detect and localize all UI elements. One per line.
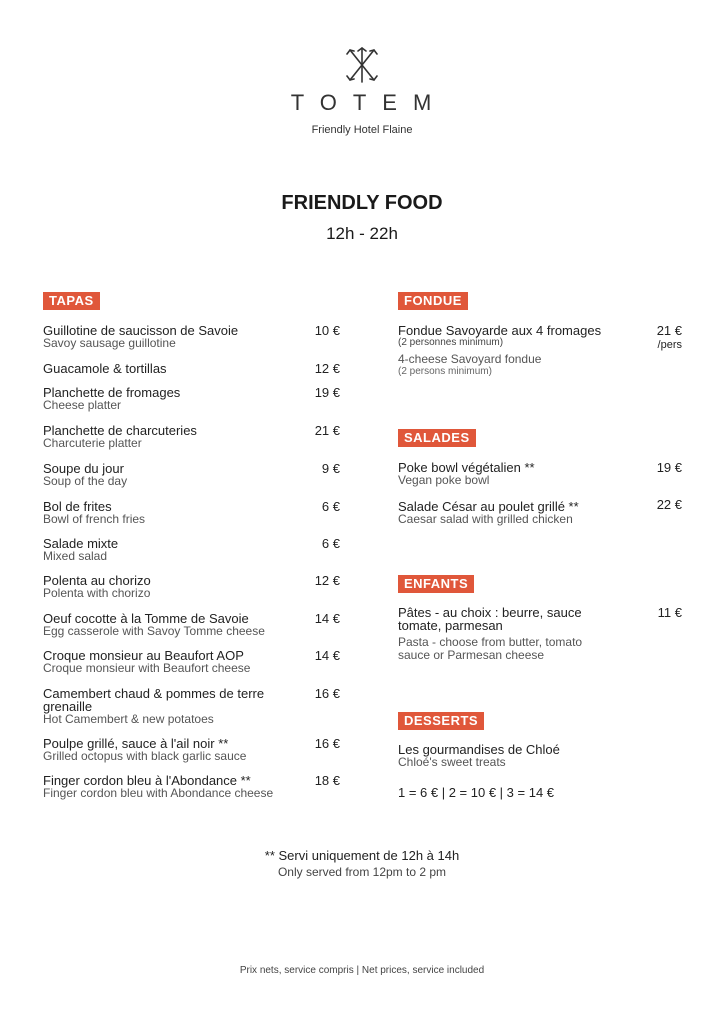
item-name-en: Cheese platter bbox=[43, 398, 122, 412]
menu-item bbox=[398, 500, 643, 526]
item-name-fr-line2: tomate, parmesan bbox=[398, 618, 503, 633]
menu-item bbox=[43, 324, 303, 350]
brand-name: TOTEM bbox=[290, 90, 448, 115]
item-price: 14 € bbox=[314, 611, 340, 626]
item-name-en: Vegan poke bowl bbox=[398, 473, 490, 487]
item-name-fr: Poulpe grillé, sauce à l'ail noir ** bbox=[43, 736, 229, 751]
item-name-fr: Poke bowl végétalien ** bbox=[398, 460, 535, 475]
item-price: 22 € bbox=[656, 497, 682, 512]
item-name-en-line1: Pasta - choose from butter, tomato bbox=[398, 635, 583, 649]
item-name-fr: Croque monsieur au Beaufort AOP bbox=[43, 648, 244, 663]
footer-fr: Prix nets, service compris bbox=[239, 965, 354, 976]
item-price: 19 € bbox=[314, 385, 340, 400]
menu-item bbox=[398, 461, 643, 487]
item-name-fr: Soupe du jour bbox=[43, 461, 124, 476]
menu-item bbox=[43, 424, 303, 450]
menu-item bbox=[43, 462, 303, 488]
item-price: 21 € bbox=[656, 323, 682, 338]
item-name-en: 4-cheese Savoyard fondue bbox=[398, 352, 542, 366]
item-name-fr: Guacamole & tortillas bbox=[43, 361, 167, 376]
item-name-fr: Guillotine de saucisson de Savoie bbox=[43, 323, 239, 338]
menu-hours: 12h - 22h bbox=[326, 224, 398, 243]
header bbox=[0, 46, 724, 136]
item-price: 12 € bbox=[314, 361, 340, 376]
item-name-en: Caesar salad with grilled chicken bbox=[398, 512, 573, 526]
item-price: 6 € bbox=[321, 499, 340, 514]
item-name-fr: Camembert chaud & pommes de terre grenaille bbox=[43, 686, 265, 714]
item-price: 14 € bbox=[314, 648, 340, 663]
item-name-en: Grilled octopus with black garlic sauce bbox=[43, 749, 247, 763]
menu-item bbox=[43, 362, 303, 375]
item-price: 6 € bbox=[321, 536, 340, 551]
item-name-en: Soup of the day bbox=[43, 474, 128, 488]
menu-item bbox=[43, 737, 303, 763]
section-label-salades: SALADES bbox=[398, 429, 476, 447]
item-name-en: Savoy sausage guillotine bbox=[43, 336, 176, 350]
item-name-en: Mixed salad bbox=[43, 549, 108, 563]
item-price: 9 € bbox=[321, 461, 340, 476]
footer-separator: | bbox=[356, 965, 360, 976]
section-label-fondue: FONDUE bbox=[398, 292, 468, 310]
item-name-fr: Polenta au chorizo bbox=[43, 573, 151, 588]
section-label-desserts: DESSERTS bbox=[398, 712, 484, 730]
item-price: 16 € bbox=[314, 736, 340, 751]
item-name-en: Finger cordon bleu with Abondance cheese bbox=[43, 786, 274, 800]
item-name-fr: Bol de frites bbox=[43, 499, 112, 514]
item-name-fr-line1: Pâtes - au choix : beurre, sauce bbox=[398, 605, 582, 620]
service-note-en: Only served from 12pm to 2 pm bbox=[277, 865, 447, 879]
item-name-en: Egg casserole with Savoy Tomme cheese bbox=[43, 624, 265, 638]
service-note-fr: ** Servi uniquement de 12h à 14h bbox=[264, 848, 460, 863]
item-name-fr: Salade mixte bbox=[43, 536, 119, 551]
item-price: 18 € bbox=[314, 773, 340, 788]
item-name-en: Croque monsieur with Beaufort cheese bbox=[43, 661, 251, 675]
brand-subtitle: Friendly Hotel Flaine bbox=[311, 124, 413, 136]
menu-item bbox=[43, 774, 303, 800]
item-name-en: Hot Camembert & new potatoes bbox=[43, 712, 214, 726]
item-price: 19 € bbox=[656, 460, 682, 475]
item-note-en: (2 persons minimum) bbox=[398, 366, 492, 377]
footer-en: Net prices, service included bbox=[361, 965, 485, 976]
item-name-en: Polenta with chorizo bbox=[43, 586, 151, 600]
footer bbox=[0, 965, 724, 976]
menu-item bbox=[43, 500, 303, 526]
item-name-en: Bowl of french fries bbox=[43, 512, 146, 526]
item-name-fr: Fondue Savoyarde aux 4 fromages bbox=[398, 323, 602, 338]
item-name-en-line2: sauce or Parmesan cheese bbox=[398, 648, 545, 662]
item-note-fr: (2 personnes minimum) bbox=[398, 337, 504, 348]
item-price: 16 € bbox=[314, 686, 340, 701]
item-name-fr: Les gourmandises de Chloé bbox=[398, 742, 560, 757]
item-name-fr: Planchette de charcuteries bbox=[43, 423, 197, 438]
item-name-en: Chloé's sweet treats bbox=[398, 755, 506, 769]
menu-item bbox=[43, 687, 283, 726]
service-note bbox=[0, 848, 724, 879]
section-label-enfants: ENFANTS bbox=[398, 575, 474, 593]
item-price: 10 € bbox=[314, 323, 340, 338]
section-label-tapas: TAPAS bbox=[43, 292, 100, 310]
item-price: 11 € bbox=[657, 605, 682, 620]
dessert-price-line bbox=[398, 786, 658, 799]
item-name-fr: Oeuf cocotte à la Tomme de Savoie bbox=[43, 611, 249, 626]
item-price: 12 € bbox=[314, 573, 340, 588]
menu-item bbox=[398, 324, 643, 378]
item-price: 21 € bbox=[314, 423, 340, 438]
item-name-en: Charcuterie platter bbox=[43, 436, 142, 450]
menu-item bbox=[43, 537, 303, 563]
menu-item bbox=[43, 649, 303, 675]
menu-title: FRIENDLY FOOD bbox=[281, 192, 443, 214]
menu-item bbox=[43, 612, 303, 638]
item-name-fr: Planchette de fromages bbox=[43, 385, 181, 400]
menu-item bbox=[398, 606, 638, 662]
item-name-fr: Finger cordon bleu à l'Abondance ** bbox=[43, 773, 251, 788]
item-price-line: 1 = 6 € | 2 = 10 € | 3 = 14 € bbox=[398, 785, 555, 800]
menu-item bbox=[43, 574, 303, 600]
item-name-fr: Salade César au poulet grillé ** bbox=[398, 499, 579, 514]
item-price-unit: /pers bbox=[657, 339, 682, 351]
menu-item bbox=[398, 743, 658, 769]
menu-item bbox=[43, 386, 303, 412]
totem-arrows-icon bbox=[346, 46, 378, 84]
